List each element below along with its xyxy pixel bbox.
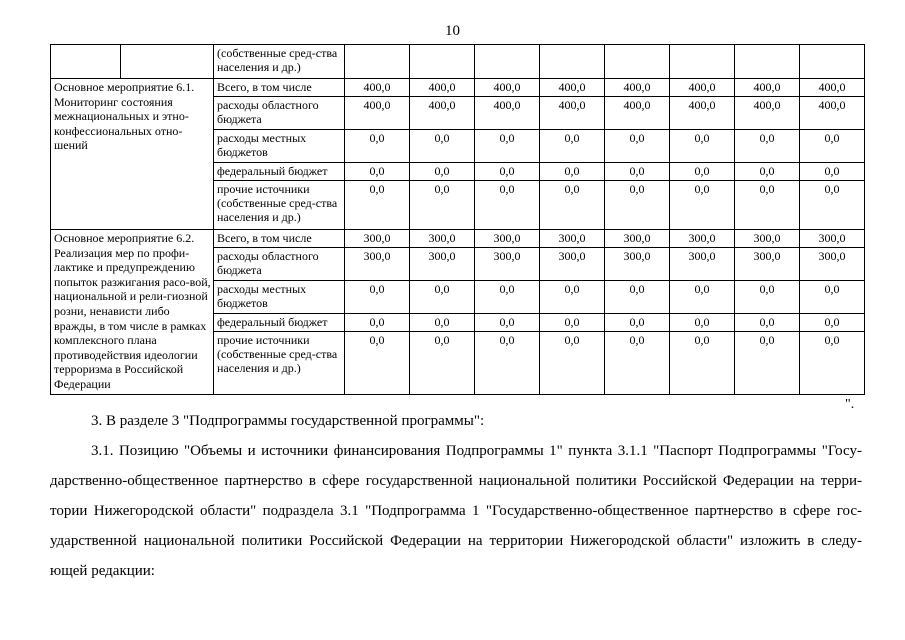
table-body: [51, 45, 865, 395]
amount-cell: 0,0: [345, 163, 410, 181]
amount-cell: 400,0: [540, 79, 605, 97]
amount-cell: 300,0: [475, 248, 540, 281]
amount-cell: 0,0: [540, 163, 605, 181]
amount-cell: 0,0: [475, 314, 540, 332]
amount-cell: 400,0: [475, 97, 540, 130]
amount-cell: 0,0: [735, 181, 800, 230]
amount-cell: 0,0: [605, 130, 670, 163]
amount-cell: [735, 45, 800, 79]
amount-cell: 300,0: [540, 230, 605, 248]
amount-cell: 0,0: [475, 130, 540, 163]
amount-cell: 0,0: [475, 332, 540, 394]
funding-source-cell: расходы областного бюджета: [214, 97, 345, 130]
closing-quote-mark: ".: [845, 397, 855, 412]
amount-cell: 0,0: [345, 130, 410, 163]
page-number: 10: [445, 23, 460, 39]
amount-cell: 400,0: [410, 79, 475, 97]
amount-cell: [540, 45, 605, 79]
amount-cell: 300,0: [735, 230, 800, 248]
funding-source-cell: федеральный бюджет: [214, 314, 345, 332]
funding-source-cell: расходы областного бюджета: [214, 248, 345, 281]
amount-cell: [800, 45, 865, 79]
funding-source-cell: федеральный бюджет: [214, 163, 345, 181]
table-row: [51, 79, 865, 97]
amount-cell: 0,0: [410, 130, 475, 163]
amount-cell: 0,0: [800, 130, 865, 163]
empty-cell: [121, 45, 214, 79]
amount-cell: 400,0: [735, 97, 800, 130]
paragraph-section-3: 3. В разделе 3 "Подпрограммы государственной программы":: [91, 413, 485, 429]
table-row: [51, 230, 865, 248]
amount-cell: 0,0: [605, 281, 670, 314]
amount-cell: 0,0: [670, 163, 735, 181]
amount-cell: 300,0: [605, 230, 670, 248]
amount-cell: 0,0: [800, 181, 865, 230]
funding-source-cell: расходы местных бюджетов: [214, 130, 345, 163]
amount-cell: 0,0: [670, 181, 735, 230]
amount-cell: 0,0: [670, 130, 735, 163]
amount-cell: 0,0: [735, 163, 800, 181]
amount-cell: 0,0: [475, 181, 540, 230]
amount-cell: [670, 45, 735, 79]
amount-cell: 300,0: [735, 248, 800, 281]
amount-cell: [410, 45, 475, 79]
amount-cell: 300,0: [410, 230, 475, 248]
financing-table: [50, 44, 865, 395]
amount-cell: [605, 45, 670, 79]
amount-cell: 0,0: [800, 281, 865, 314]
amount-cell: 400,0: [670, 79, 735, 97]
amount-cell: [475, 45, 540, 79]
amount-cell: 400,0: [410, 97, 475, 130]
amount-cell: 0,0: [345, 281, 410, 314]
amount-cell: 300,0: [800, 248, 865, 281]
amount-cell: 0,0: [800, 314, 865, 332]
funding-source-cell: Всего, в том числе: [214, 230, 345, 248]
amount-cell: 400,0: [735, 79, 800, 97]
amount-cell: 300,0: [345, 230, 410, 248]
amount-cell: 0,0: [475, 281, 540, 314]
amount-cell: 300,0: [670, 248, 735, 281]
amount-cell: 300,0: [605, 248, 670, 281]
amount-cell: 300,0: [475, 230, 540, 248]
amount-cell: 0,0: [800, 332, 865, 394]
empty-cell: [51, 45, 121, 79]
amount-cell: [345, 45, 410, 79]
amount-cell: 0,0: [540, 332, 605, 394]
amount-cell: 400,0: [475, 79, 540, 97]
amount-cell: 400,0: [345, 97, 410, 130]
amount-cell: 300,0: [670, 230, 735, 248]
funding-source-cell: прочие источники (собственные сред-ства населения и др.): [214, 181, 345, 230]
amount-cell: 300,0: [410, 248, 475, 281]
amount-cell: 0,0: [605, 314, 670, 332]
amount-cell: 0,0: [605, 332, 670, 394]
amount-cell: 400,0: [605, 97, 670, 130]
amount-cell: 0,0: [345, 181, 410, 230]
amount-cell: 0,0: [410, 163, 475, 181]
amount-cell: 400,0: [345, 79, 410, 97]
amount-cell: 0,0: [410, 181, 475, 230]
amount-cell: 400,0: [800, 97, 865, 130]
amount-cell: 300,0: [540, 248, 605, 281]
funding-source-cell: Всего, в том числе: [214, 79, 345, 97]
amount-cell: 0,0: [735, 281, 800, 314]
amount-cell: 400,0: [670, 97, 735, 130]
amount-cell: 0,0: [410, 332, 475, 394]
amount-cell: 400,0: [605, 79, 670, 97]
amount-cell: 0,0: [670, 314, 735, 332]
amount-cell: 0,0: [540, 130, 605, 163]
amount-cell: 300,0: [800, 230, 865, 248]
paragraph-item-3-1: 3.1. Позицию "Объемы и источники финансирования Подпрограммы 1" пункта 3.1.1 "Паспорт Подпрограммы "Госу-дарственно-общественное партнерство в сфере государственной национальной политики Российской Федерации на терри-тории Нижегородской области" подраздела 3.1 "Подпрограмма 1 "Государственно-общественное партнерство в сфере гос-ударственной национальной политики Российской Федерации на территории Нижегородской области" изложить в следу-ющей редакции:: [50, 443, 862, 579]
funding-source-cell: расходы местных бюджетов: [214, 281, 345, 314]
amount-cell: 0,0: [670, 281, 735, 314]
amount-cell: 0,0: [670, 332, 735, 394]
amount-cell: 300,0: [345, 248, 410, 281]
amount-cell: 0,0: [410, 314, 475, 332]
table-row: [51, 45, 865, 79]
activity-cell: Основное мероприятие 6.2. Реализация мер по профи-лактике и предупреждению попыток разжигания расо-вой, национальной и рели-гиозной розни, ненависти либо вражды, в том числе в рамках комплексного плана противодействия идеологии терроризма в Российской Федерации: [51, 230, 214, 395]
amount-cell: 0,0: [475, 163, 540, 181]
amount-cell: 0,0: [540, 314, 605, 332]
amount-cell: 0,0: [410, 281, 475, 314]
amount-cell: 0,0: [540, 181, 605, 230]
amount-cell: 400,0: [800, 79, 865, 97]
amount-cell: 0,0: [735, 332, 800, 394]
funding-source-cell: (собственные сред-ства населения и др.): [214, 45, 345, 79]
amount-cell: 0,0: [345, 314, 410, 332]
amount-cell: 0,0: [605, 181, 670, 230]
amount-cell: 0,0: [735, 130, 800, 163]
amount-cell: 400,0: [540, 97, 605, 130]
amount-cell: 0,0: [540, 281, 605, 314]
amount-cell: 0,0: [800, 163, 865, 181]
amount-cell: 0,0: [345, 332, 410, 394]
amount-cell: 0,0: [605, 163, 670, 181]
amount-cell: 0,0: [735, 314, 800, 332]
activity-cell: Основное мероприятие 6.1. Мониторинг состояния межнациональных и этно-конфессиональных отно-шений: [51, 79, 214, 230]
funding-source-cell: прочие источники (собственные сред-ства населения и др.): [214, 332, 345, 394]
